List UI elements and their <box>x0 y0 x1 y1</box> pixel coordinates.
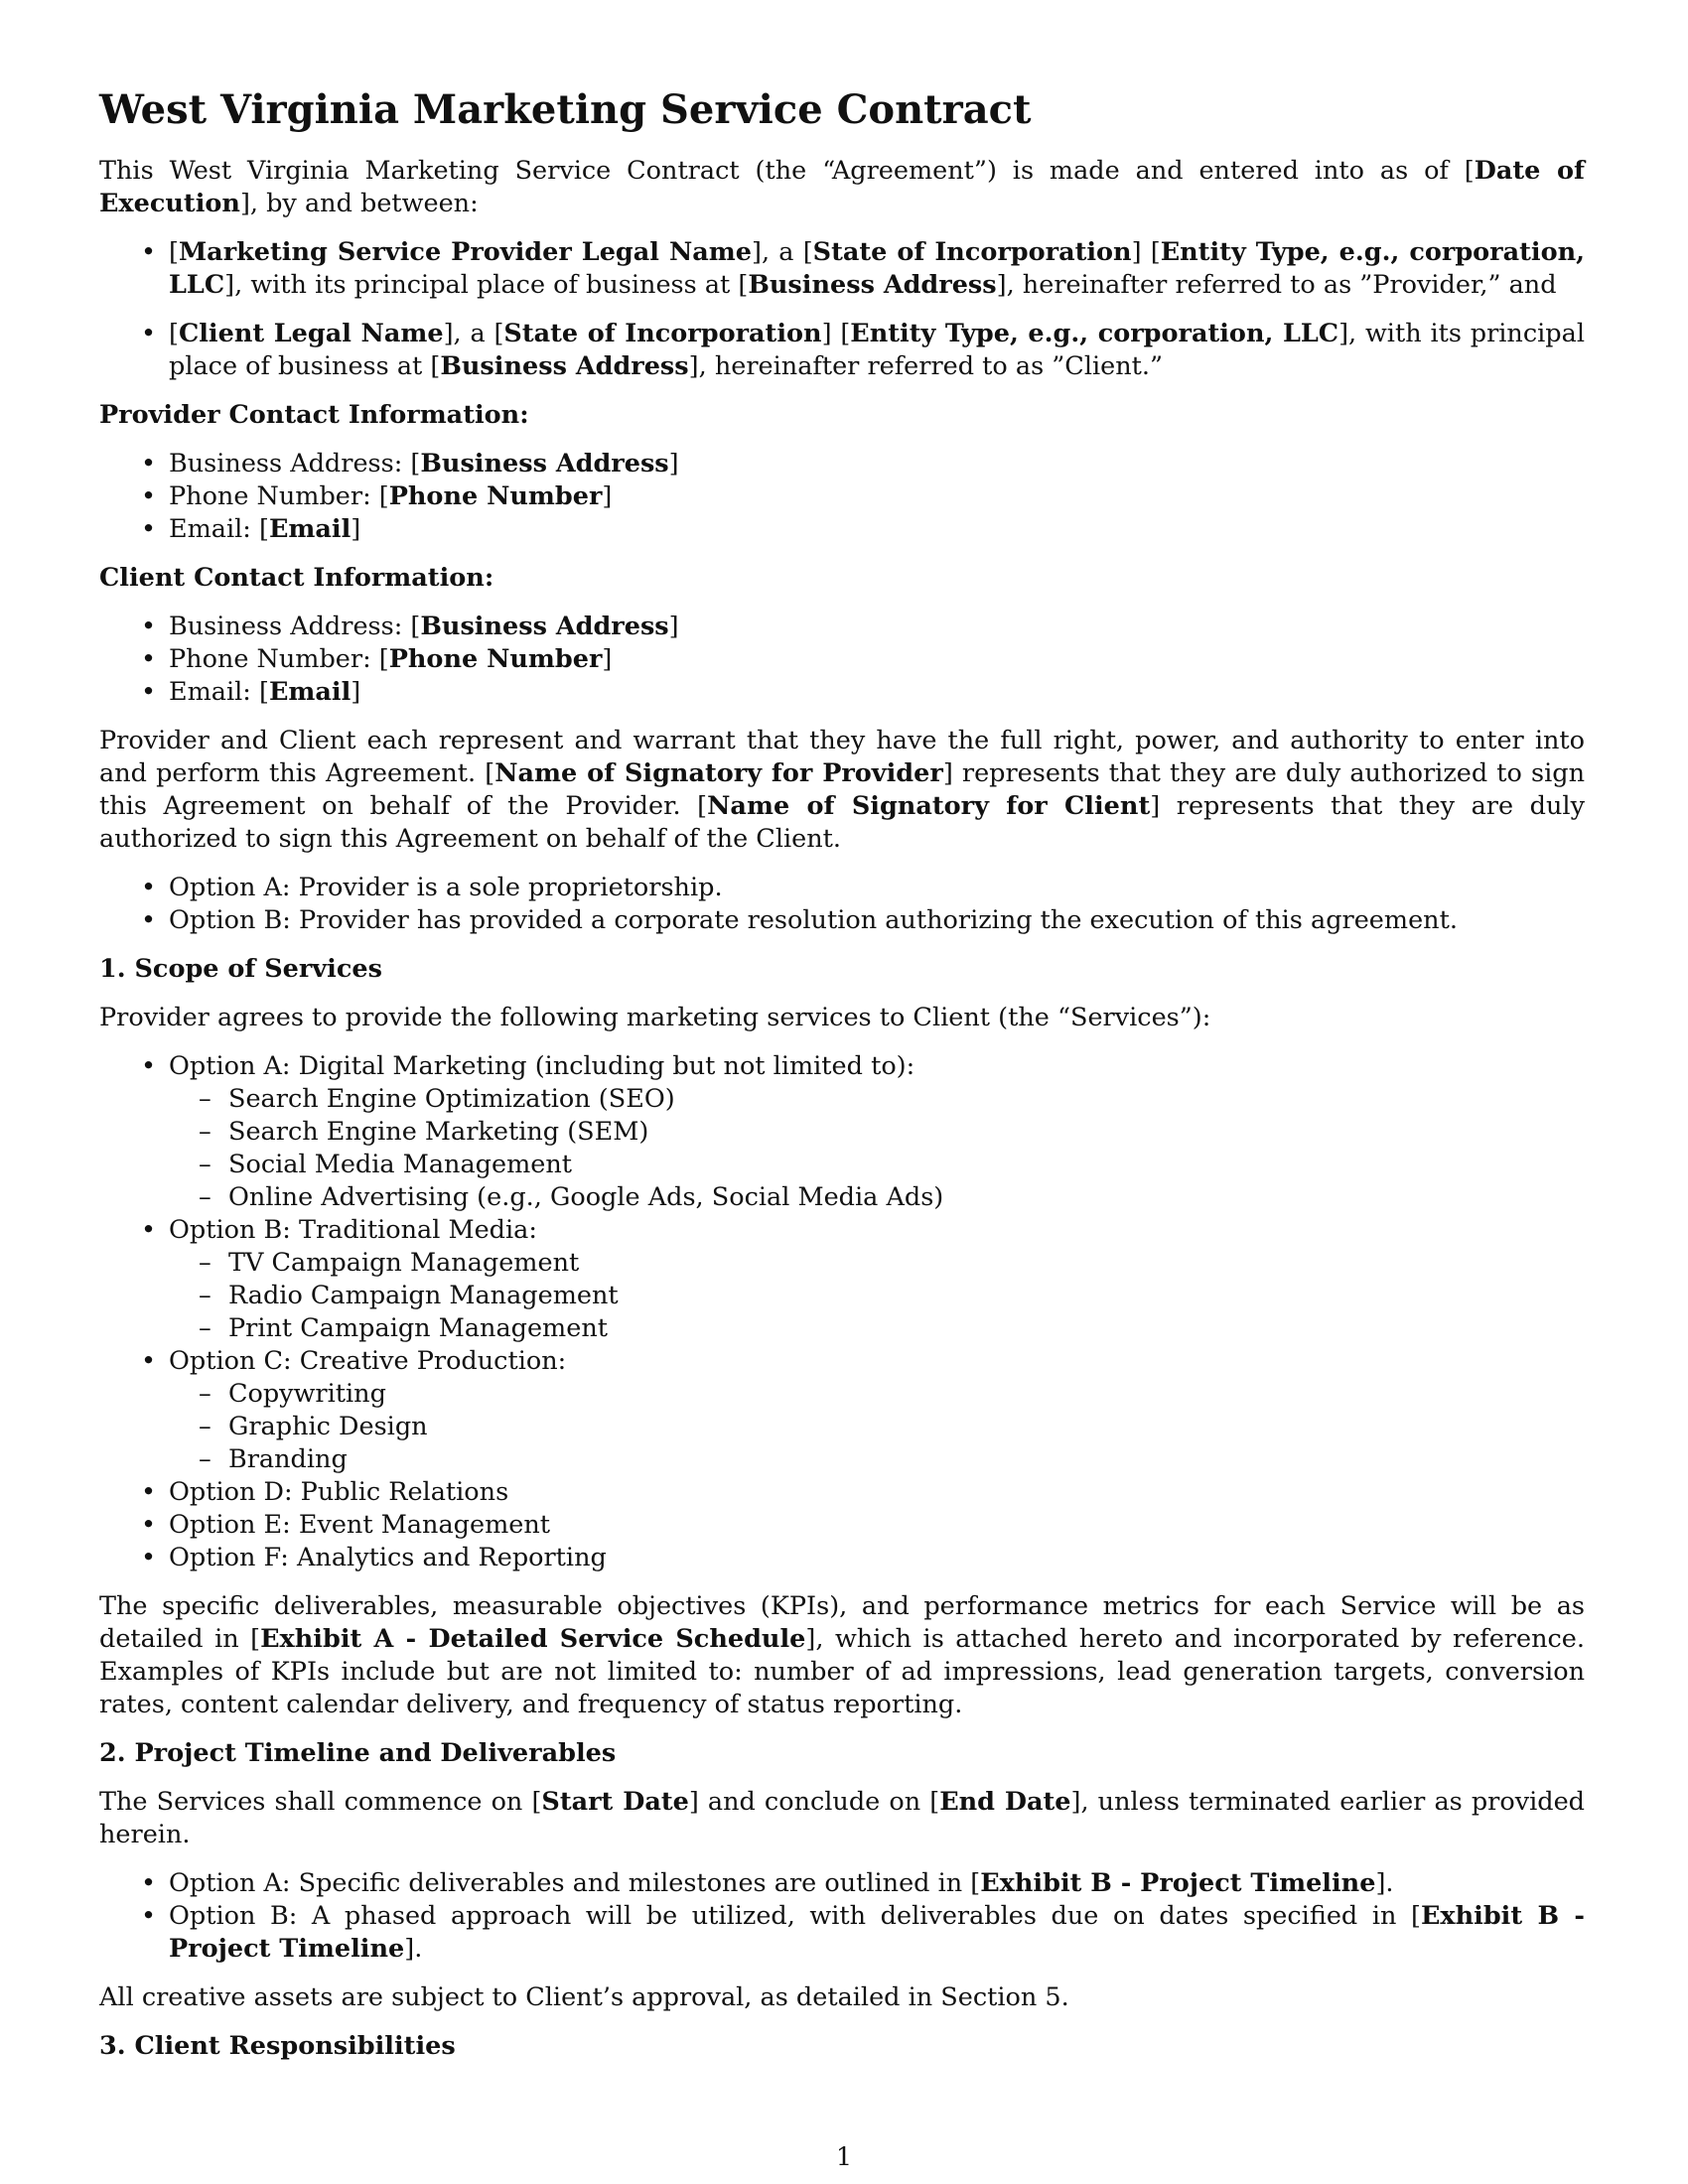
section-2-intro <box>99 1786 1585 1851</box>
section-3-heading: 3. Client Responsibilities <box>99 2031 456 2061</box>
service-sub-list <box>169 1247 1585 1345</box>
bracket: ] <box>602 644 613 674</box>
contact-item <box>99 448 1585 480</box>
end-date-field: End Date <box>939 1787 1071 1817</box>
service-sub-list <box>169 1083 1585 1214</box>
entity-type-field: Entity Type, e.g., corporation, LLC <box>169 237 1586 300</box>
timeline-option <box>99 1867 1585 1900</box>
service-sub-item: – Branding <box>169 1443 1585 1476</box>
contact-value: Email <box>268 677 352 707</box>
kpi-text: ], which is attached hereto and incorporated by reference. Examples of KPIs include but are not limited to: number of ad impressions, lead generation targets, conversion rates, content calendar delivery, and frequency of status reporting. <box>99 1624 1585 1719</box>
contact-item <box>99 643 1585 676</box>
start-date-field: Start Date <box>541 1787 689 1817</box>
provider-legal-name-field: Marketing Service Provider Legal Name <box>178 237 753 267</box>
service-sub-item: – Search Engine Optimization (SEO) <box>169 1083 1585 1116</box>
date-of-execution-field: Date of Execution <box>99 156 1585 218</box>
party-text: ], hereinafter referred to as ”Provider,” and <box>996 270 1557 300</box>
client-legal-name-field: Client Legal Name <box>178 319 444 348</box>
authority-paragraph <box>99 725 1585 856</box>
timeline-option-text: ]. <box>1375 1868 1394 1898</box>
service-sub-item: – Print Campaign Management <box>169 1312 1585 1345</box>
service-option-label: Option C: Creative Production: <box>169 1346 567 1376</box>
contact-item <box>99 480 1585 513</box>
contact-item <box>99 676 1585 709</box>
document-title: West Virginia Marketing Service Contract <box>99 86 1032 133</box>
service-option: • Option E: Event Management <box>99 1509 1585 1542</box>
provider-contact-heading: Provider Contact Information: <box>99 400 529 430</box>
entity-type-field: Entity Type, e.g., corporation, LLC <box>850 319 1339 348</box>
authority-option: • Option A: Provider is a sole proprietorship. <box>99 872 1585 904</box>
intro-paragraph <box>99 155 1585 220</box>
intro-text: This West Virginia Marketing Service Contract (the “Agreement”) is made and entered into as of [ <box>99 156 1475 186</box>
service-sub-item: – Radio Campaign Management <box>169 1280 1585 1312</box>
timeline-text: The Services shall commence on [ <box>99 1787 542 1817</box>
contact-value: Phone Number <box>388 644 603 674</box>
bracket: ] <box>668 612 679 641</box>
party-text: ], a [ <box>752 237 813 267</box>
timeline-option-text: Option B: A phased approach will be utilized, with deliverables due on dates specified in [ <box>169 1901 1421 1931</box>
section-1-intro: Provider agrees to provide the following marketing services to Client (the “Services”): <box>99 1003 1211 1032</box>
document-page <box>99 85 1585 2079</box>
service-option-label: Option B: Traditional Media: <box>169 1215 537 1245</box>
business-address-field: Business Address <box>440 351 689 381</box>
contact-label: Email: [ <box>169 514 269 544</box>
service-option-label: Option A: Digital Marketing (including but not limited to): <box>169 1051 915 1081</box>
timeline-option-text: ]. <box>404 1934 423 1964</box>
contact-value: Business Address <box>420 449 669 478</box>
provider-signatory-field: Name of Signatory for Provider <box>494 758 943 788</box>
authority-text: Provider and Client each represent and warrant that they have the full right, power, and authority to enter into and perform this Agreement. [ <box>99 726 1585 788</box>
service-sub-item: – TV Campaign Management <box>169 1247 1585 1280</box>
party-text: ] [ <box>1131 237 1161 267</box>
timeline-option-text: Option A: Specific deliverables and milestones are outlined in [ <box>169 1868 981 1898</box>
section-2-closing: All creative assets are subject to Client’s approval, as detailed in Section 5. <box>99 1982 1069 2012</box>
service-sub-item: – Graphic Design <box>169 1411 1585 1443</box>
party-text: ], hereinafter referred to as ”Client.” <box>688 351 1164 381</box>
contact-label: Phone Number: [ <box>169 644 389 674</box>
state-of-incorporation-field: State of Incorporation <box>503 319 822 348</box>
party-text: ] [ <box>821 319 851 348</box>
timeline-option <box>99 1900 1585 1966</box>
timeline-text: ], unless terminated earlier as provided herein. <box>99 1787 1585 1849</box>
contact-value: Email <box>268 514 352 544</box>
party-text: [ <box>169 319 179 348</box>
parties-list <box>99 236 1585 383</box>
service-option: • Option D: Public Relations <box>99 1476 1585 1509</box>
kpi-paragraph <box>99 1590 1585 1721</box>
timeline-text: ] and conclude on [ <box>688 1787 940 1817</box>
authority-options-list <box>99 872 1585 937</box>
business-address-field: Business Address <box>748 270 997 300</box>
intro-text: ], by and between: <box>239 189 479 218</box>
service-sub-list <box>169 1378 1585 1476</box>
contact-label: Email: [ <box>169 677 269 707</box>
kpi-text: The specific deliverables, measurable objectives (KPIs), and performance metrics for each Service will be as detailed in [ <box>99 1591 1585 1654</box>
client-contact-heading: Client Contact Information: <box>99 563 494 593</box>
section-1-heading: 1. Scope of Services <box>99 954 382 984</box>
client-contact-list <box>99 611 1585 709</box>
service-sub-item: – Search Engine Marketing (SEM) <box>169 1116 1585 1149</box>
contact-label: Phone Number: [ <box>169 481 389 511</box>
provider-contact-list <box>99 448 1585 546</box>
page-number: 1 <box>835 2142 853 2172</box>
service-option <box>99 1345 1585 1476</box>
contact-item <box>99 513 1585 546</box>
contact-item <box>99 611 1585 643</box>
bracket: ] <box>351 677 361 707</box>
contact-label: Business Address: [ <box>169 612 421 641</box>
service-option <box>99 1214 1585 1345</box>
party-provider <box>99 236 1585 302</box>
service-option: • Option F: Analytics and Reporting <box>99 1542 1585 1574</box>
exhibit-a-field: Exhibit A - Detailed Service Schedule <box>260 1624 806 1654</box>
authority-text: ] represents that they are duly authorized to sign this Agreement on behalf of the Provider. [ <box>99 758 1585 821</box>
bracket: ] <box>351 514 361 544</box>
authority-text: ] represents that they are duly authorized to sign this Agreement on behalf of the Client. <box>99 791 1585 854</box>
state-of-incorporation-field: State of Incorporation <box>812 237 1132 267</box>
service-sub-item: – Online Advertising (e.g., Google Ads, Social Media Ads) <box>169 1181 1585 1214</box>
services-options-list <box>99 1050 1585 1574</box>
party-text: ], with its principal place of business at [ <box>169 319 1585 381</box>
party-text: ], a [ <box>443 319 504 348</box>
contact-value: Phone Number <box>388 481 603 511</box>
party-text: ], with its principal place of business at [ <box>224 270 749 300</box>
client-signatory-field: Name of Signatory for Client <box>707 791 1151 821</box>
contact-label: Business Address: [ <box>169 449 421 478</box>
service-sub-item: – Social Media Management <box>169 1149 1585 1181</box>
timeline-options-list <box>99 1867 1585 1966</box>
party-client <box>99 318 1585 383</box>
section-2-heading: 2. Project Timeline and Deliverables <box>99 1738 617 1768</box>
bracket: ] <box>602 481 613 511</box>
contact-value: Business Address <box>420 612 669 641</box>
exhibit-b-field: Exhibit B - Project Timeline <box>169 1901 1585 1964</box>
exhibit-b-field: Exhibit B - Project Timeline <box>980 1868 1376 1898</box>
party-text: [ <box>169 237 179 267</box>
bracket: ] <box>668 449 679 478</box>
service-option <box>99 1050 1585 1214</box>
authority-option: • Option B: Provider has provided a corporate resolution authorizing the execution of this agreement. <box>99 904 1585 937</box>
service-sub-item: – Copywriting <box>169 1378 1585 1411</box>
